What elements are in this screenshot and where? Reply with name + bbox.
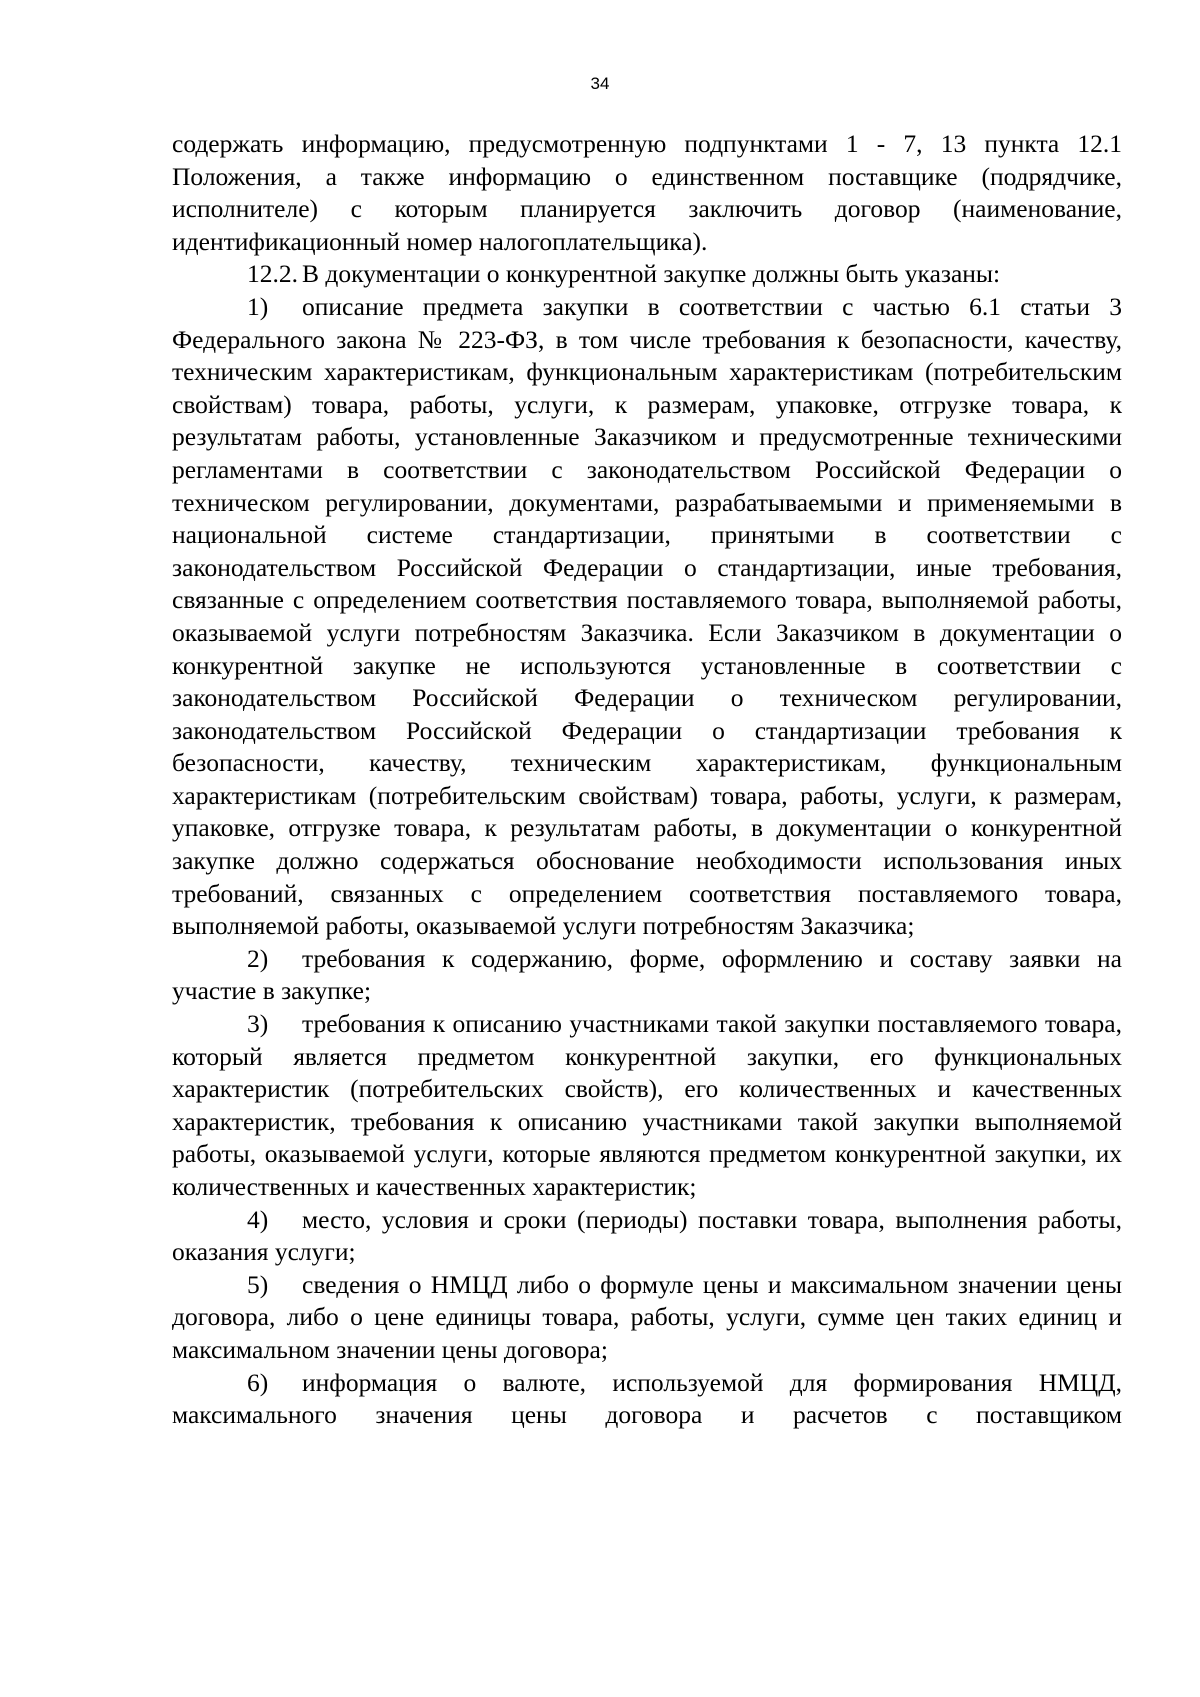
list-item-text: сведения о НМЦД либо о формуле цены и максимальном значении цены договора, либо о цене единицы товара, работы, услуги, сумме цен таких единиц и максимальном значении цены договора;	[172, 1269, 1122, 1364]
list-item-1	[172, 291, 1122, 943]
list-item-text: требования к содержанию, форме, оформлению и составу заявки на участие в закупке;	[172, 943, 1122, 1006]
page-number: 34	[590, 74, 610, 93]
list-item-number: 6)	[247, 1367, 269, 1397]
list-item-3	[172, 1008, 1122, 1204]
clause-text: В документации о конкурентной закупке должны быть указаны:	[302, 259, 1001, 289]
list-item-number: 1)	[247, 291, 269, 321]
list-item-text: информация о валюте, используемой для формирования НМЦД, максимального значения цены договора и расчетов с поставщиком	[172, 1367, 1122, 1430]
paragraph-continuation: содержать информацию, предусмотренную подпунктами 1 - 7, 13 пункта 12.1 Положения, а также информацию о единственном поставщике (подрядчике, исполнителе) с которым планируется заключить договор (наименование, идентификационный номер налогоплательщика).	[172, 129, 1122, 256]
list-item-text: место, условия и сроки (периоды) поставки товара, выполнения работы, оказания услуги;	[172, 1204, 1122, 1267]
list-item-4	[172, 1204, 1122, 1269]
clause-number: 12.2.	[247, 259, 298, 289]
list-item-number: 3)	[247, 1009, 269, 1039]
list-item-text: требования к описанию участниками такой закупки поставляемого товара, который является предметом конкурентной закупки, его функциональных характеристик (потребительских свойств), его количественных и качественных характеристик, требования к описанию участниками такой закупки выполняемой работы, оказываемой услуги, которые являются предметом конкурентной закупки, их количественных и качественных характеристик;	[172, 1009, 1122, 1201]
list-item-2	[172, 943, 1122, 1008]
clause-12-2	[172, 258, 1122, 291]
list-item-number: 4)	[247, 1204, 269, 1234]
list-item-text: описание предмета закупки в соответствии с частью 6.1 статьи 3 Федерального закона № 223-ФЗ, в том числе требования к безопасности, качеству, техническим характеристикам, функциональным характеристикам (потребительским свойствам) товара, работы, услуги, к размерам, упаковке, отгрузке товара, к результатам работы, установленные Заказчиком и предусмотренные техническими регламентами в соответствии с законодательством Российской Федерации о техническом регулировании, документами, разрабатываемыми и применяемыми в национальной системе стандартизации, принятыми в соответствии с законодательством Российской Федерации о стандартизации, иные требования, связанные с определением соответствия поставляемого товара, выполняемой работы, оказываемой услуги потребностям Заказчика. Если Заказчиком в документации о конкурентной закупке не используются установленные в соответствии с законодательством Российской Федерации о техническом регулировании, законодательством Российской Федерации о стандартизации требования к безопасности, качеству, техническим характеристикам, функциональным характеристикам (потребительским свойствам) товара, работы, услуги, к размерам, упаковке, отгрузке товара, к результатам работы, в документации о конкурентной закупке должно содержаться обоснование необходимости использования иных требований, связанных с определением соответствия поставляемого товара, выполняемой работы, оказываемой услуги потребностям Заказчика;	[172, 291, 1122, 941]
list-item-number: 5)	[247, 1269, 269, 1299]
document-body	[172, 128, 1122, 1432]
list-item-5	[172, 1269, 1122, 1367]
list-item-6	[172, 1367, 1122, 1432]
list-item-number: 2)	[247, 943, 269, 973]
